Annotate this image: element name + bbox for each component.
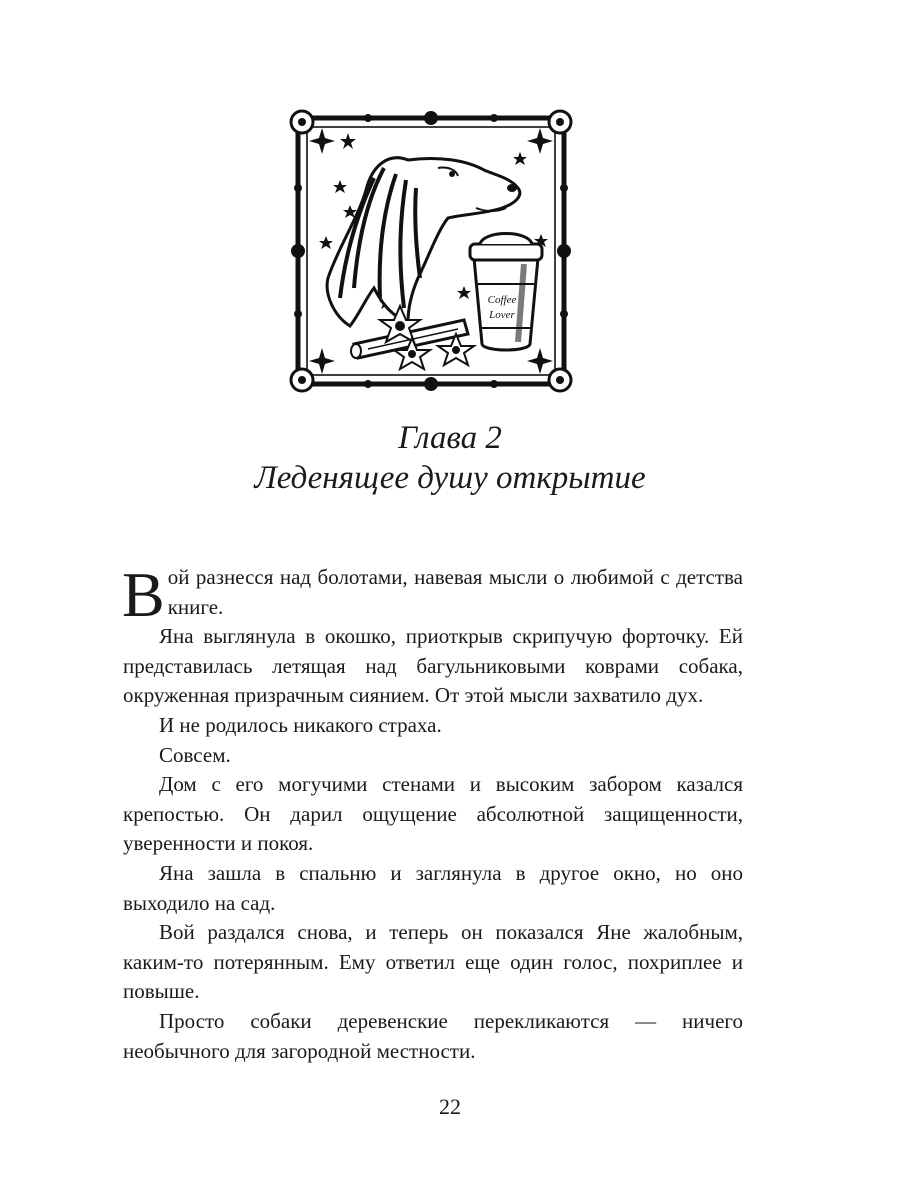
frame-dot [560, 184, 568, 192]
paragraph: Дом с его могучими стенами и высоким забором казался крепостью. Он дарил ощущение абсолютной защищенности, уверенности и покоя. [123, 772, 743, 856]
coffee-cup-illustration [470, 234, 542, 351]
paragraph: Вой раздался снова, и теперь он показался Яне жалобным, каким-то потерянным. Ему ответил еще один голос, похриплее и повыше. [123, 920, 743, 1004]
page-number: 22 [439, 1094, 461, 1119]
paragraph: Яна зашла в спальню и заглянула в другое окно, но оно выходило на сад. [123, 860, 743, 915]
chapter-title: Леденящее душу открытие [254, 460, 646, 496]
paragraph: Яна выглянула в окошко, приоткрыв скрипучую форточку. Ей представилась летящая над багульниковыми коврами собака, окруженная призрачным сиянием. От этой мысли захватило дух. [123, 624, 743, 708]
chapter-number: Глава 2 [398, 420, 502, 456]
frame-dot [364, 114, 372, 122]
paragraph: Совсем. [159, 742, 231, 767]
frame-dot [294, 310, 302, 318]
chapter-body [122, 559, 743, 1066]
frame-dot-right [557, 244, 571, 258]
chapter-heading [0, 418, 900, 498]
frame-dot-left [291, 244, 305, 258]
frame-dot [490, 380, 498, 388]
drop-cap: В [122, 559, 165, 630]
ornamental-frame [288, 108, 574, 394]
cup-label-line1: Coffee [487, 294, 517, 306]
cup-label-line2: Lover [489, 309, 515, 321]
frame-dot-bottom [424, 377, 438, 391]
paragraph: Просто собаки деревенские перекликаются — ничего необычного для загородной местности. [123, 1008, 743, 1063]
chapter-illustration [288, 108, 574, 394]
frame-dot-top [424, 111, 438, 125]
frame-dot [560, 310, 568, 318]
paragraph-text: ой разнесся над болотами, навевая мысли о любимой с детства книге. [167, 565, 743, 619]
paragraph [122, 559, 743, 630]
frame-dot [490, 114, 498, 122]
paragraph: И не родилось никакого страха. [159, 712, 442, 737]
frame-dot [364, 380, 372, 388]
frame-dot [294, 184, 302, 192]
